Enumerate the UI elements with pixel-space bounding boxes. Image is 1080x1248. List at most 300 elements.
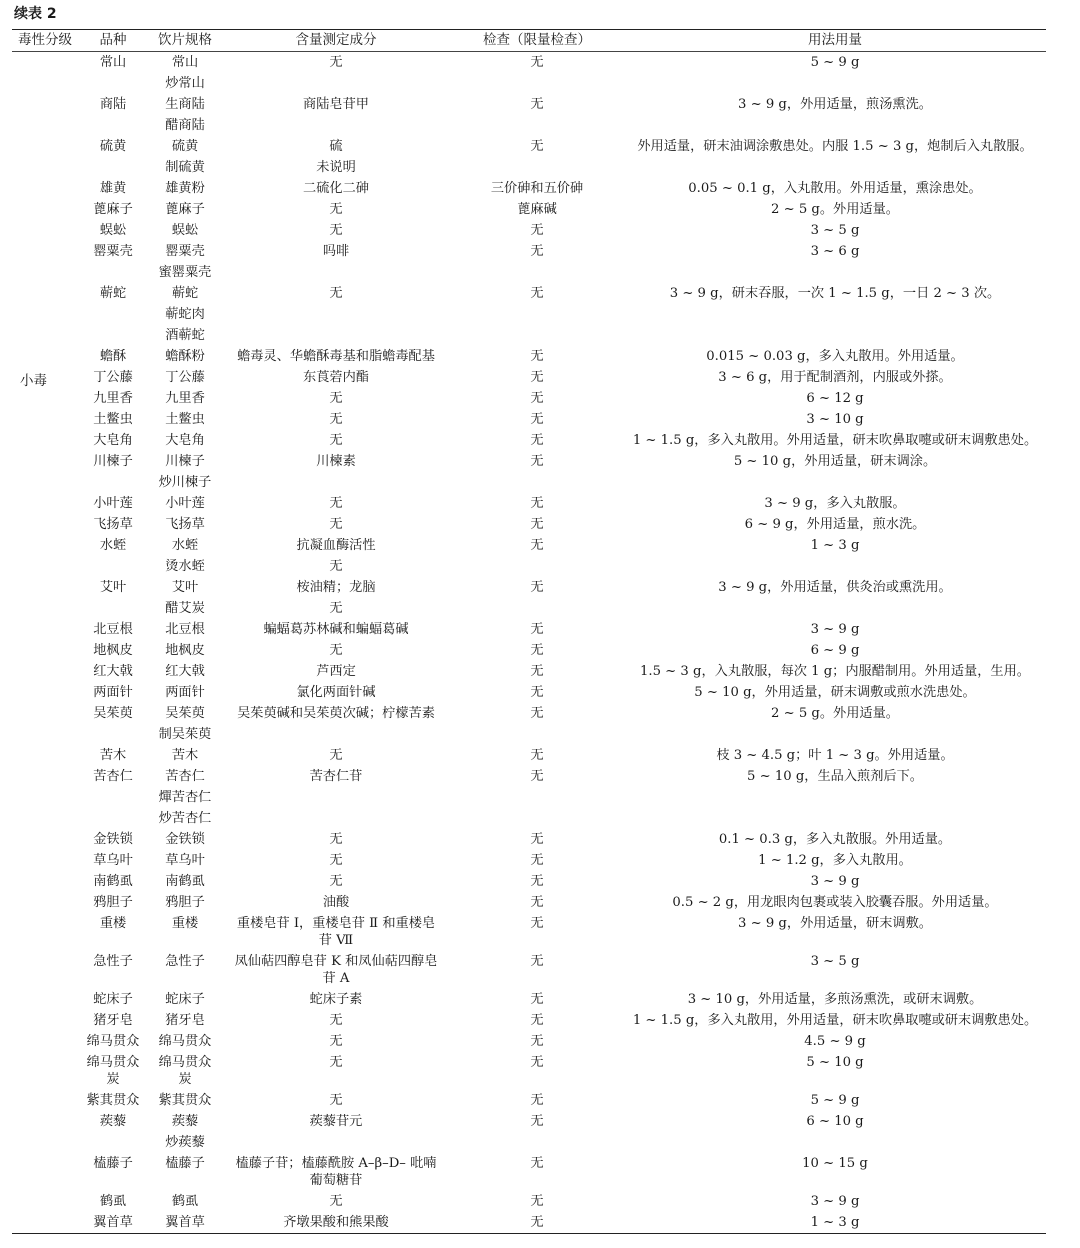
spec-cell: 蒺藜 bbox=[171, 1114, 199, 1129]
table-row bbox=[12, 178, 1046, 199]
table-row bbox=[12, 472, 1046, 493]
spec-cell: 蕲蛇 bbox=[171, 286, 199, 301]
check-cell bbox=[450, 264, 624, 281]
variety-cell: 鸦胆子 bbox=[93, 895, 133, 910]
assay-cell: 硫 bbox=[329, 139, 343, 154]
variety-cell: 硫黄 bbox=[99, 139, 127, 154]
spec-cell: 丁公藤 bbox=[165, 370, 205, 385]
usage-cell: 枝 3 ~ 4.5 g；叶 1 ~ 3 g。外用适量。 bbox=[716, 748, 954, 763]
assay-cell bbox=[222, 1134, 450, 1151]
grade-cell bbox=[12, 75, 78, 92]
usage-cell bbox=[624, 117, 1046, 134]
grade-cell bbox=[12, 180, 78, 197]
variety-cell bbox=[78, 726, 148, 743]
spec-cell: 制硫黄 bbox=[165, 160, 205, 175]
spec-cell: 草乌叶 bbox=[165, 853, 205, 868]
grade-cell bbox=[12, 138, 78, 155]
assay-cell: 无 bbox=[329, 1093, 343, 1108]
variety-cell: 蛇床子 bbox=[93, 992, 133, 1007]
variety-cell: 常山 bbox=[99, 55, 127, 70]
spec-cell: 烫水蛭 bbox=[165, 559, 205, 574]
table-row bbox=[12, 367, 1046, 388]
grade-cell bbox=[12, 96, 78, 113]
table-row bbox=[12, 220, 1046, 241]
spec-cell: 常山 bbox=[171, 55, 199, 70]
check-cell: 无 bbox=[530, 748, 544, 763]
check-cell bbox=[450, 726, 624, 743]
grade-cell bbox=[12, 348, 78, 365]
check-cell bbox=[450, 474, 624, 491]
usage-cell: 0.1 ~ 0.3 g，多入丸散服。外用适量。 bbox=[718, 832, 952, 847]
usage-cell: 0.5 ~ 2 g，用龙眼肉包裹或装入胶囊吞服。外用适量。 bbox=[672, 895, 998, 910]
spec-cell: 九里香 bbox=[165, 391, 205, 406]
spec-cell: 绵马贯众 炭 bbox=[158, 1055, 212, 1087]
table-row bbox=[12, 535, 1046, 556]
usage-cell: 6 ~ 9 g bbox=[810, 643, 860, 658]
usage-cell bbox=[624, 474, 1046, 491]
variety-cell: 川楝子 bbox=[93, 454, 133, 469]
spec-cell: 地枫皮 bbox=[165, 643, 205, 658]
table-row bbox=[12, 1132, 1046, 1153]
spec-cell: 水蛭 bbox=[171, 538, 199, 553]
assay-cell: 二硫化二砷 bbox=[303, 181, 369, 196]
check-cell bbox=[450, 327, 624, 344]
header-slice-spec: 饮片规格 bbox=[158, 32, 212, 48]
variety-cell: 草乌叶 bbox=[93, 853, 133, 868]
check-cell: 无 bbox=[530, 538, 544, 553]
assay-cell: 氯化两面针碱 bbox=[296, 685, 376, 700]
assay-cell bbox=[222, 327, 450, 344]
table-row bbox=[12, 1090, 1046, 1111]
variety-cell: 北豆根 bbox=[93, 622, 133, 637]
variety-cell: 蟾酥 bbox=[99, 349, 127, 364]
variety-cell: 翼首草 bbox=[93, 1215, 133, 1230]
spec-cell: 土鳖虫 bbox=[165, 412, 205, 427]
usage-cell: 3 ~ 9 g，多入丸散服。 bbox=[764, 496, 906, 511]
variety-cell: 红大戟 bbox=[93, 664, 133, 679]
assay-cell: 苦杏仁苷 bbox=[309, 769, 363, 784]
usage-cell: 3 ~ 9 g bbox=[810, 1194, 860, 1209]
table-row bbox=[12, 661, 1046, 682]
table-row bbox=[12, 94, 1046, 115]
table-row bbox=[12, 262, 1046, 283]
table-row bbox=[12, 157, 1046, 178]
grade-cell bbox=[12, 285, 78, 302]
spec-cell: 艾叶 bbox=[171, 580, 199, 595]
grade-cell bbox=[12, 201, 78, 218]
grade-cell bbox=[12, 1155, 78, 1189]
variety-cell: 绵马贯众 bbox=[86, 1034, 140, 1049]
usage-cell bbox=[624, 306, 1046, 323]
usage-cell: 3 ~ 9 g，外用适量，煎汤熏洗。 bbox=[738, 97, 932, 112]
table-row bbox=[12, 1212, 1046, 1233]
check-cell bbox=[450, 1134, 624, 1151]
variety-cell: 地枫皮 bbox=[93, 643, 133, 658]
usage-cell: 1 ~ 1.5 g，多入丸散用，外用适量，研末吹鼻取嚏或研末调敷患处。 bbox=[632, 1013, 1038, 1028]
spec-cell: 鹤虱 bbox=[171, 1194, 199, 1209]
usage-cell: 1 ~ 1.2 g，多入丸散用。 bbox=[758, 853, 912, 868]
check-cell: 无 bbox=[530, 895, 544, 910]
usage-cell: 5 ~ 9 g bbox=[810, 1093, 860, 1108]
header-variety: 品种 bbox=[99, 32, 127, 48]
table-row bbox=[12, 241, 1046, 262]
grade-cell bbox=[12, 579, 78, 596]
spec-cell: 绵马贯众 bbox=[158, 1034, 212, 1049]
check-cell: 无 bbox=[530, 517, 544, 532]
spec-cell: 重楼 bbox=[171, 916, 199, 931]
variety-cell bbox=[78, 1134, 148, 1151]
grade-cell bbox=[12, 390, 78, 407]
spec-cell: 燀苦杏仁 bbox=[158, 790, 212, 805]
spec-cell: 生商陆 bbox=[165, 97, 205, 112]
usage-cell: 2 ~ 5 g。外用适量。 bbox=[771, 202, 899, 217]
header-limit-check: 检查（限量检查） bbox=[483, 32, 591, 48]
usage-cell: 外用适量，研末油调涂敷患处。内服 1.5 ~ 3 g，炮制后入丸散服。 bbox=[637, 139, 1033, 154]
spec-cell: 雄黄粉 bbox=[165, 181, 205, 196]
usage-cell: 5 ~ 10 g bbox=[806, 1055, 864, 1070]
grade-cell bbox=[12, 642, 78, 659]
variety-cell: 榼藤子 bbox=[93, 1156, 133, 1171]
grade-cell bbox=[12, 873, 78, 890]
grade-cell bbox=[12, 537, 78, 554]
table-row bbox=[12, 913, 1046, 951]
usage-cell: 1 ~ 3 g bbox=[810, 1215, 860, 1230]
assay-cell: 吴茱萸碱和吴茱萸次碱；柠檬苦素 bbox=[237, 706, 435, 721]
table-row bbox=[12, 409, 1046, 430]
usage-cell: 5 ~ 9 g bbox=[810, 55, 860, 70]
table-row bbox=[12, 52, 1046, 73]
grade-cell bbox=[12, 516, 78, 533]
usage-cell: 6 ~ 10 g bbox=[806, 1114, 864, 1129]
check-cell: 无 bbox=[530, 433, 544, 448]
table-row bbox=[12, 1153, 1046, 1191]
check-cell bbox=[450, 789, 624, 806]
usage-cell bbox=[624, 264, 1046, 281]
check-cell: 无 bbox=[530, 1055, 544, 1070]
grade-cell bbox=[12, 621, 78, 638]
variety-cell bbox=[78, 264, 148, 281]
check-cell: 无 bbox=[530, 97, 544, 112]
assay-cell: 凤仙萜四醇皂苷 K 和凤仙萜四醇皂 苷 A bbox=[234, 954, 438, 986]
grade-cell bbox=[12, 495, 78, 512]
table-row bbox=[12, 1191, 1046, 1212]
usage-cell bbox=[624, 810, 1046, 827]
variety-cell: 蒺藜 bbox=[99, 1114, 127, 1129]
assay-cell: 蟾毒灵、华蟾酥毒基和脂蟾毒配基 bbox=[237, 349, 435, 364]
spec-cell: 急性子 bbox=[165, 954, 205, 969]
assay-cell bbox=[222, 789, 450, 806]
spec-cell: 川楝子 bbox=[165, 454, 205, 469]
grade-cell bbox=[12, 894, 78, 911]
check-cell bbox=[450, 558, 624, 575]
variety-cell bbox=[78, 306, 148, 323]
table-row bbox=[12, 304, 1046, 325]
usage-cell: 3 ~ 9 g bbox=[810, 622, 860, 637]
usage-cell: 3 ~ 9 g，研末吞服，一次 1 ~ 1.5 g，一日 2 ~ 3 次。 bbox=[669, 286, 1001, 301]
spec-cell: 制吴茱萸 bbox=[158, 727, 212, 742]
check-cell: 无 bbox=[530, 286, 544, 301]
grade-cell bbox=[12, 306, 78, 323]
usage-cell: 3 ~ 10 g，外用适量，多煎汤熏洗，或研末调敷。 bbox=[687, 992, 983, 1007]
usage-cell: 3 ~ 6 g，用于配制酒剂，内服或外搽。 bbox=[718, 370, 952, 385]
grade-cell bbox=[12, 243, 78, 260]
variety-cell bbox=[78, 159, 148, 176]
usage-cell bbox=[624, 1134, 1046, 1151]
usage-cell: 0.05 ~ 0.1 g，入丸散用。外用适量，熏涂患处。 bbox=[688, 181, 982, 196]
grade-cell bbox=[12, 684, 78, 701]
grade-cell bbox=[12, 558, 78, 575]
table-row bbox=[12, 724, 1046, 745]
check-cell: 蓖麻碱 bbox=[517, 202, 557, 217]
table-body bbox=[12, 52, 1046, 1233]
usage-cell: 1 ~ 3 g bbox=[810, 538, 860, 553]
header-assay-component: 含量测定成分 bbox=[295, 32, 377, 48]
assay-cell: 无 bbox=[329, 412, 343, 427]
variety-cell: 蓖麻子 bbox=[93, 202, 133, 217]
variety-cell: 大皂角 bbox=[93, 433, 133, 448]
check-cell: 无 bbox=[530, 580, 544, 595]
check-cell: 无 bbox=[530, 412, 544, 427]
spec-cell: 醋商陆 bbox=[165, 118, 205, 133]
toxicity-table bbox=[12, 29, 1046, 1234]
usage-cell bbox=[624, 75, 1046, 92]
check-cell: 无 bbox=[530, 1215, 544, 1230]
check-cell: 无 bbox=[530, 1093, 544, 1108]
usage-cell: 4.5 ~ 9 g bbox=[804, 1034, 866, 1049]
spec-cell: 北豆根 bbox=[165, 622, 205, 637]
spec-cell: 蕲蛇肉 bbox=[165, 307, 205, 322]
variety-cell: 水蛭 bbox=[99, 538, 127, 553]
assay-cell bbox=[222, 117, 450, 134]
assay-cell: 油酸 bbox=[322, 895, 350, 910]
assay-cell: 无 bbox=[329, 559, 343, 574]
assay-cell: 无 bbox=[329, 202, 343, 217]
variety-cell bbox=[78, 117, 148, 134]
usage-cell: 3 ~ 9 g，外用适量，研末调敷。 bbox=[738, 916, 932, 931]
check-cell bbox=[450, 159, 624, 176]
usage-cell: 3 ~ 5 g bbox=[810, 223, 860, 238]
table-row bbox=[12, 766, 1046, 787]
check-cell: 无 bbox=[530, 916, 544, 931]
variety-cell: 鹤虱 bbox=[99, 1194, 127, 1209]
assay-cell: 无 bbox=[329, 286, 343, 301]
variety-cell: 雄黄 bbox=[99, 181, 127, 196]
assay-cell: 商陆皂苷甲 bbox=[303, 97, 369, 112]
table-row bbox=[12, 577, 1046, 598]
usage-cell: 3 ~ 6 g bbox=[810, 244, 860, 259]
grade-cell bbox=[12, 789, 78, 806]
spec-cell: 红大戟 bbox=[165, 664, 205, 679]
check-cell bbox=[450, 810, 624, 827]
variety-cell bbox=[78, 600, 148, 617]
check-cell bbox=[450, 117, 624, 134]
spec-cell: 大皂角 bbox=[165, 433, 205, 448]
variety-cell: 艾叶 bbox=[99, 580, 127, 595]
grade-cell bbox=[12, 54, 78, 71]
assay-cell: 芦西定 bbox=[316, 664, 356, 679]
assay-cell: 无 bbox=[329, 517, 343, 532]
usage-cell: 6 ~ 9 g，外用适量，煎水洗。 bbox=[744, 517, 926, 532]
table-row bbox=[12, 388, 1046, 409]
assay-cell: 无 bbox=[329, 496, 343, 511]
usage-cell bbox=[624, 789, 1046, 806]
grade-cell bbox=[12, 411, 78, 428]
assay-cell: 吗啡 bbox=[322, 244, 350, 259]
grade-cell bbox=[12, 1214, 78, 1231]
grade-cell bbox=[12, 1033, 78, 1050]
check-cell: 无 bbox=[530, 1156, 544, 1171]
usage-cell bbox=[624, 600, 1046, 617]
assay-cell bbox=[222, 726, 450, 743]
spec-cell: 吴茱萸 bbox=[165, 706, 205, 721]
variety-cell: 紫萁贯众 bbox=[86, 1093, 140, 1108]
table-row bbox=[12, 871, 1046, 892]
table-row bbox=[12, 1052, 1046, 1090]
usage-cell: 0.015 ~ 0.03 g，多入丸散用。外用适量。 bbox=[706, 349, 964, 364]
variety-cell bbox=[78, 558, 148, 575]
assay-cell bbox=[222, 75, 450, 92]
assay-cell: 蒺藜苷元 bbox=[309, 1114, 363, 1129]
table-header bbox=[12, 30, 1046, 52]
table-row bbox=[12, 808, 1046, 829]
table-row bbox=[12, 115, 1046, 136]
grade-cell bbox=[12, 117, 78, 134]
table-row bbox=[12, 598, 1046, 619]
table-row bbox=[12, 199, 1046, 220]
variety-cell: 金铁锁 bbox=[93, 832, 133, 847]
grade-cell bbox=[12, 432, 78, 449]
check-cell bbox=[450, 75, 624, 92]
assay-cell: 无 bbox=[329, 1194, 343, 1209]
variety-cell: 九里香 bbox=[93, 391, 133, 406]
grade-cell bbox=[12, 1113, 78, 1130]
variety-cell: 南鹤虱 bbox=[93, 874, 133, 889]
table-row bbox=[12, 493, 1046, 514]
check-cell: 无 bbox=[530, 1194, 544, 1209]
variety-cell: 苦木 bbox=[99, 748, 127, 763]
table-row bbox=[12, 1010, 1046, 1031]
check-cell: 三价砷和五价砷 bbox=[490, 181, 584, 196]
grade-cell bbox=[12, 852, 78, 869]
usage-cell: 3 ~ 5 g bbox=[810, 954, 860, 969]
assay-cell: 无 bbox=[329, 874, 343, 889]
toxicity-category: 小毒 bbox=[20, 373, 47, 389]
usage-cell bbox=[624, 558, 1046, 575]
assay-cell: 无 bbox=[329, 643, 343, 658]
assay-cell: 桉油精；龙脑 bbox=[296, 580, 376, 595]
grade-cell bbox=[12, 1054, 78, 1088]
usage-cell: 3 ~ 9 g bbox=[810, 874, 860, 889]
usage-cell: 10 ~ 15 g bbox=[802, 1156, 868, 1171]
table-row bbox=[12, 640, 1046, 661]
table-row bbox=[12, 283, 1046, 304]
variety-cell: 飞扬草 bbox=[93, 517, 133, 532]
check-cell: 无 bbox=[530, 1034, 544, 1049]
usage-cell bbox=[624, 159, 1046, 176]
usage-cell: 5 ~ 10 g，外用适量，研末调敷或煎水洗患处。 bbox=[694, 685, 976, 700]
spec-cell: 小叶莲 bbox=[165, 496, 205, 511]
table-row bbox=[12, 787, 1046, 808]
spec-cell: 炒蒺藜 bbox=[165, 1135, 205, 1150]
variety-cell bbox=[78, 810, 148, 827]
assay-cell: 未说明 bbox=[316, 160, 356, 175]
assay-cell: 蝙蝠葛苏林碱和蝙蝠葛碱 bbox=[263, 622, 409, 637]
check-cell: 无 bbox=[530, 223, 544, 238]
grade-cell bbox=[12, 810, 78, 827]
variety-cell: 猪牙皂 bbox=[93, 1013, 133, 1028]
assay-cell: 齐墩果酸和熊果酸 bbox=[283, 1215, 389, 1230]
table-row bbox=[12, 556, 1046, 577]
variety-cell: 急性子 bbox=[93, 954, 133, 969]
check-cell: 无 bbox=[530, 769, 544, 784]
variety-cell: 苦杏仁 bbox=[93, 769, 133, 784]
check-cell: 无 bbox=[530, 685, 544, 700]
check-cell: 无 bbox=[530, 391, 544, 406]
usage-cell: 3 ~ 10 g bbox=[806, 412, 864, 427]
spec-cell: 硫黄 bbox=[171, 139, 199, 154]
usage-cell: 5 ~ 10 g，生品入煎剂后下。 bbox=[747, 769, 923, 784]
usage-cell: 6 ~ 12 g bbox=[806, 391, 864, 406]
assay-cell: 无 bbox=[329, 433, 343, 448]
grade-cell bbox=[12, 705, 78, 722]
spec-cell: 蟾酥粉 bbox=[165, 349, 205, 364]
spec-cell: 南鹤虱 bbox=[165, 874, 205, 889]
spec-cell: 飞扬草 bbox=[165, 517, 205, 532]
grade-cell bbox=[12, 600, 78, 617]
table-row bbox=[12, 346, 1046, 367]
grade-cell bbox=[12, 768, 78, 785]
assay-cell: 无 bbox=[329, 832, 343, 847]
assay-cell: 重楼皂苷 I，重楼皂苷 Ⅱ 和重楼皂 苷 Ⅶ bbox=[236, 916, 436, 948]
grade-cell bbox=[12, 953, 78, 987]
usage-cell bbox=[624, 726, 1046, 743]
check-cell: 无 bbox=[530, 55, 544, 70]
variety-cell: 两面针 bbox=[93, 685, 133, 700]
variety-cell bbox=[78, 474, 148, 491]
variety-cell: 绵马贯众 炭 bbox=[86, 1055, 140, 1087]
spec-cell: 罂粟壳 bbox=[165, 244, 205, 259]
assay-cell: 无 bbox=[329, 391, 343, 406]
table-row bbox=[12, 73, 1046, 94]
assay-cell: 无 bbox=[329, 1055, 343, 1070]
spec-cell: 酒蕲蛇 bbox=[165, 328, 205, 343]
grade-cell bbox=[12, 222, 78, 239]
check-cell: 无 bbox=[530, 874, 544, 889]
spec-cell: 炒常山 bbox=[165, 76, 205, 91]
assay-cell: 川楝素 bbox=[316, 454, 356, 469]
table-caption: 续表 2 bbox=[14, 6, 57, 22]
check-cell: 无 bbox=[530, 622, 544, 637]
assay-cell bbox=[222, 306, 450, 323]
assay-cell: 抗凝血酶活性 bbox=[296, 538, 376, 553]
spec-cell: 蜈蚣 bbox=[171, 223, 199, 238]
usage-cell bbox=[624, 327, 1046, 344]
spec-cell: 翼首草 bbox=[165, 1215, 205, 1230]
table-row bbox=[12, 951, 1046, 989]
spec-cell: 猪牙皂 bbox=[165, 1013, 205, 1028]
table-row bbox=[12, 514, 1046, 535]
check-cell: 无 bbox=[530, 1114, 544, 1129]
table-row bbox=[12, 1111, 1046, 1132]
variety-cell: 罂粟壳 bbox=[93, 244, 133, 259]
variety-cell: 丁公藤 bbox=[93, 370, 133, 385]
spec-cell: 蓖麻子 bbox=[165, 202, 205, 217]
grade-cell bbox=[12, 663, 78, 680]
grade-cell bbox=[12, 991, 78, 1008]
table-row bbox=[12, 325, 1046, 346]
spec-cell: 醋艾炭 bbox=[165, 601, 205, 616]
variety-cell bbox=[78, 789, 148, 806]
